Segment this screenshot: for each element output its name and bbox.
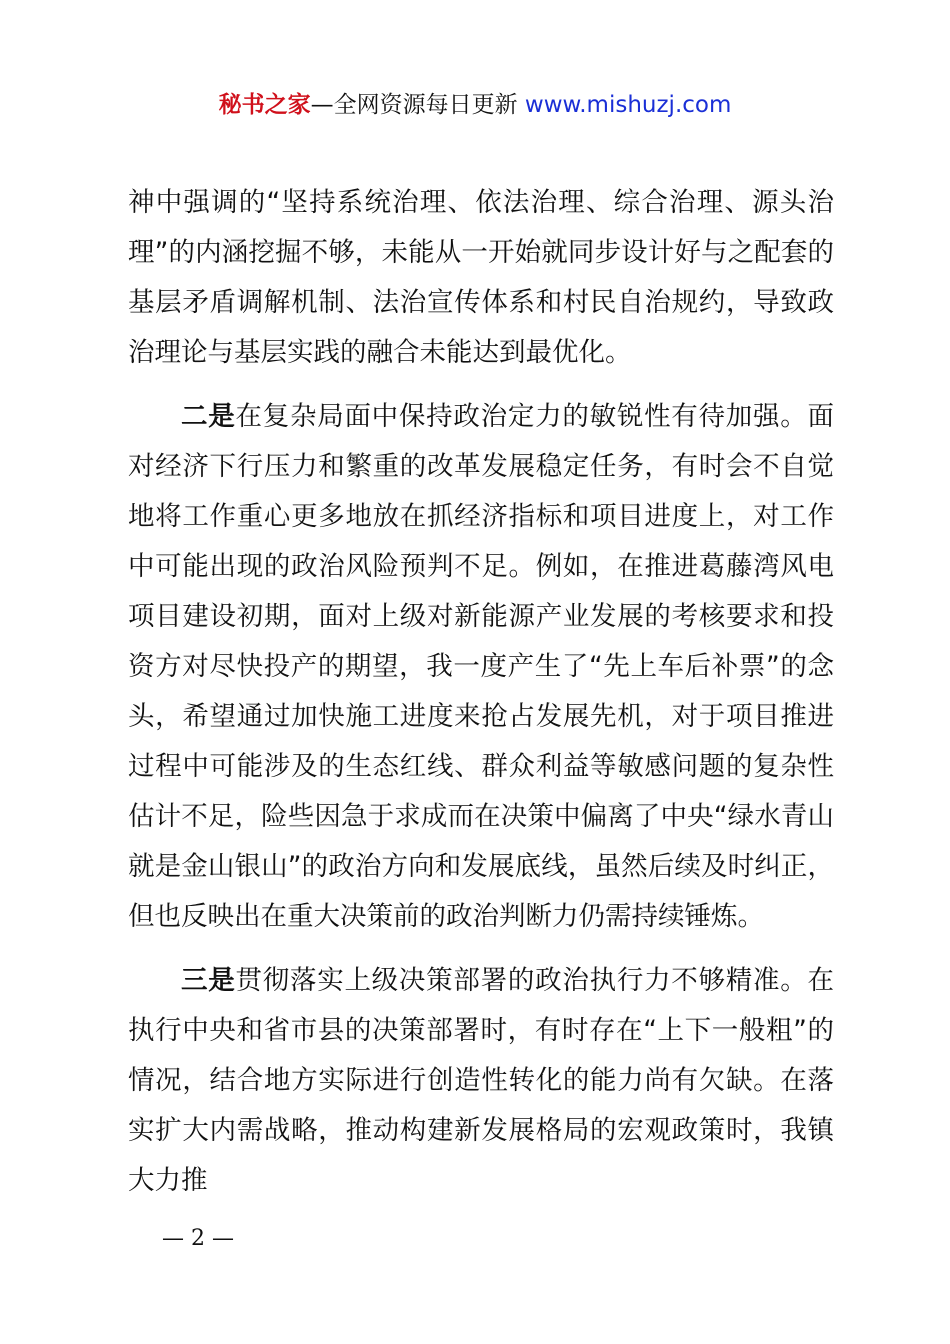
- document-body: [128, 178, 834, 1206]
- site-header: [0, 88, 950, 122]
- point-two-lead: 二是: [181, 401, 236, 432]
- page-number: — 2 —: [162, 1226, 234, 1251]
- site-url-link[interactable]: www.mishuzj.com: [524, 92, 732, 118]
- paragraph-point-three: [128, 956, 834, 1206]
- site-slogan: —全网资源每日更新: [310, 92, 525, 118]
- paragraph-point-two: [128, 392, 834, 942]
- point-three-lead: 三是: [181, 965, 236, 996]
- site-brand: 秘书之家: [218, 92, 311, 118]
- point-three-text: 贯彻落实上级决策部署的政治执行力不够精准。在执行中央和省市县的决策部署时，有时存在“上下一般粗”的情况，结合地方实际进行创造性转化的能力尚有欠缺。在落实扩大内需战略，推动构建新发展格局的宏观政策时，我镇大力推: [128, 965, 835, 1196]
- point-two-text: 在复杂局面中保持政治定力的敏锐性有待加强。面对经济下行压力和繁重的改革发展稳定任务，有时会不自觉地将工作重心更多地放在抓经济指标和项目进度上，对工作中可能出现的政治风险预判不足。例如，在推进葛藤湾风电项目建设初期，面对上级对新能源产业发展的考核要求和投资方对尽快投产的期望，我一度产生了“先上车后补票”的念头，希望通过加快施工进度来抢占发展先机，对于项目推进过程中可能涉及的生态红线、群众利益等敏感问题的复杂性估计不足，险些因急于求成而在决策中偏离了中央“绿水青山就是金山银山”的政治方向和发展底线，虽然后续及时纠正，但也反映出在重大决策前的政治判断力仍需持续锤炼。: [128, 401, 835, 932]
- paragraph-continuation: 神中强调的“坚持系统治理、依法治理、综合治理、源头治理”的内涵挖掘不够，未能从一开始就同步设计好与之配套的基层矛盾调解机制、法治宣传体系和村民自治规约，导致政治理论与基层实践的融合未能达到最优化。: [128, 187, 834, 368]
